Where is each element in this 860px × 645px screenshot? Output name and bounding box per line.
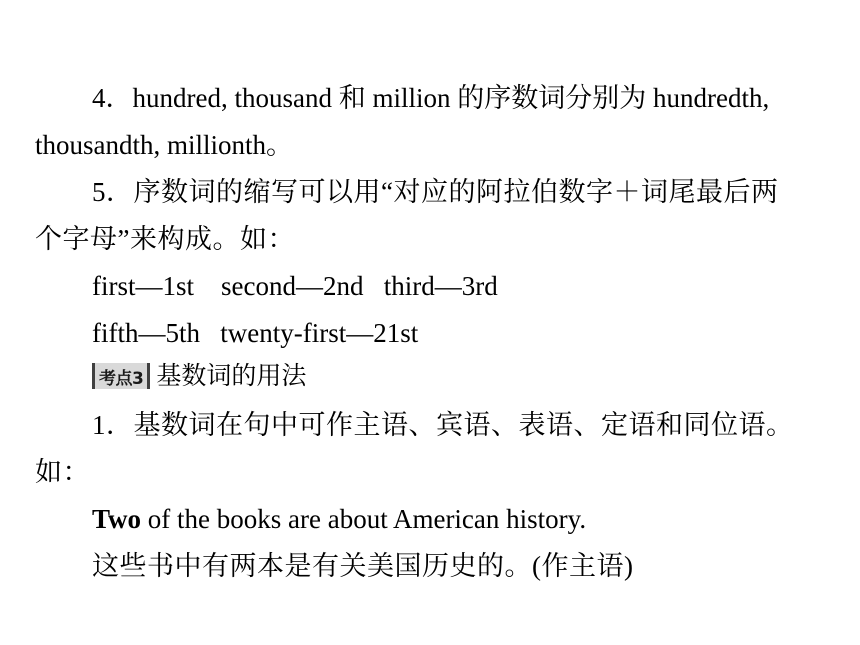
rule-4-line-2: thousandth, millionth。 — [35, 130, 294, 160]
section-header — [92, 360, 306, 392]
rule-5-line-2: 个字母”来构成。如： — [35, 224, 295, 254]
rule-1-line-1: 1．基数词在句中可作主语、宾语、表语、定语和同位语。 — [92, 410, 794, 440]
rule-1-line-2: 如： — [35, 457, 90, 487]
example-translation: 这些书中有两本是有关美国历史的。(作主语) — [92, 551, 634, 581]
example-sentence-rest: of the books are about American history. — [141, 504, 587, 534]
section-title: 基数词的用法 — [156, 361, 307, 390]
example-abbrev-line-1: first—1st second—2nd third—3rd — [92, 271, 498, 301]
rule-4-line-1: 4．hundred, thousand 和 million 的序数词分别为 hundredth, — [92, 83, 770, 113]
example-abbrev-line-2: fifth—5th twenty-first—21st — [92, 318, 419, 348]
rule-5-line-1: 5．序数词的缩写可以用“对应的阿拉伯数字＋词尾最后两 — [92, 177, 779, 207]
section-badge: 考点3 — [92, 363, 150, 389]
example-sentence — [92, 501, 586, 537]
example-bold-word: Two — [92, 504, 142, 534]
